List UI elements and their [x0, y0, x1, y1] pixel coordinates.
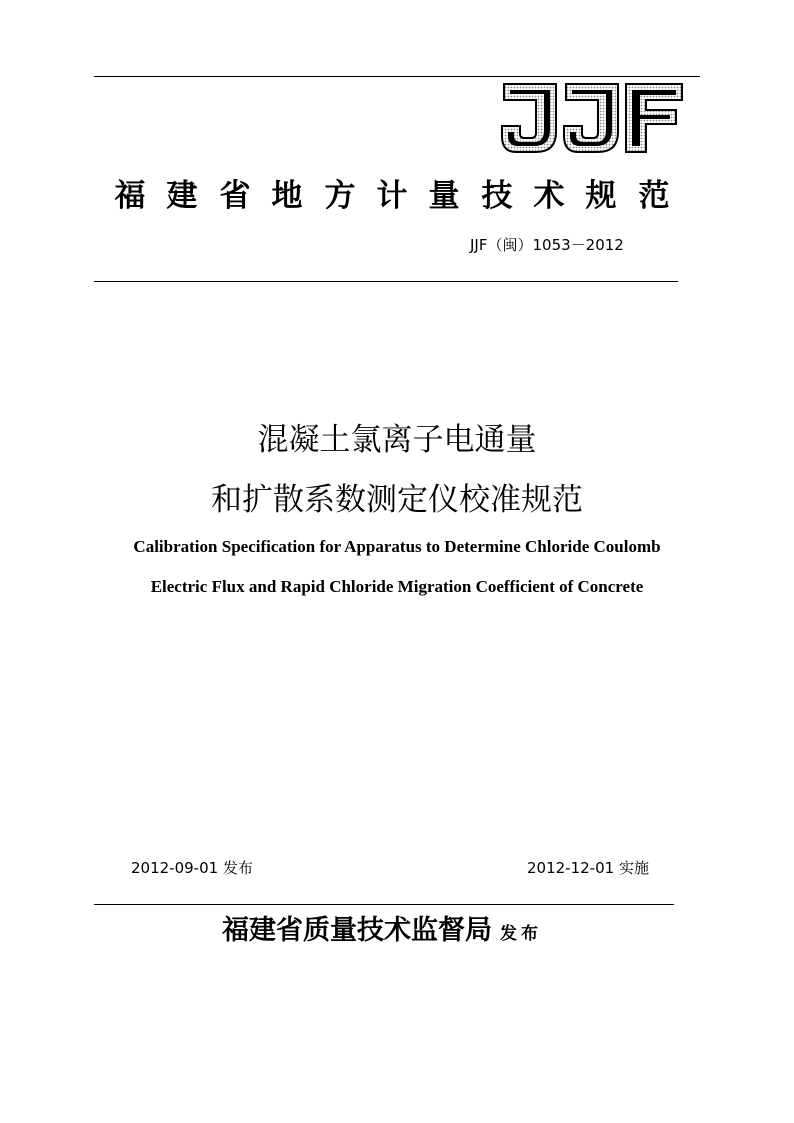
org-header-char: 计 — [376, 178, 408, 214]
logo-letter-j1 — [502, 84, 556, 152]
org-header-char: 方 — [324, 178, 356, 214]
org-header-char: 量 — [428, 178, 460, 214]
jjf-logo-graphic — [498, 80, 684, 156]
title-english-line-2: Electric Flux and Rapid Chloride Migration Coefficient of Concrete — [150, 577, 644, 596]
publish-date: 2012-09-01 发布 — [131, 859, 253, 877]
logo-letter-j2 — [564, 84, 618, 152]
jjf-logo — [498, 80, 684, 156]
implement-date: 2012-12-01 实施 — [527, 859, 649, 877]
org-header-char: 建 — [166, 178, 198, 214]
title-chinese-line-1: 混凝土氯离子电通量 — [257, 422, 537, 458]
footer-rule — [94, 904, 674, 905]
org-header-char: 规 — [585, 178, 617, 214]
top-rule — [94, 76, 700, 77]
org-header-char: 福 — [114, 178, 146, 214]
issuer-action: 发布 — [500, 924, 542, 944]
org-header-char: 技 — [481, 178, 513, 214]
org-header-char: 省 — [219, 178, 251, 214]
issuer-name: 福建省质量技术监督局 — [222, 915, 492, 946]
org-header-char: 术 — [533, 178, 565, 214]
org-header-char: 地 — [271, 178, 303, 214]
title-chinese-line-2: 和扩散系数测定仪校准规范 — [211, 482, 583, 518]
title-english-line-1: Calibration Specification for Apparatus to Determine Chloride Coulomb — [133, 537, 661, 556]
header-rule — [94, 281, 678, 282]
logo-letter-f — [626, 84, 682, 152]
document-code: JJF（闽）1053－2012 — [470, 236, 624, 254]
issuer — [222, 908, 542, 947]
org-header-char: 范 — [638, 178, 670, 214]
